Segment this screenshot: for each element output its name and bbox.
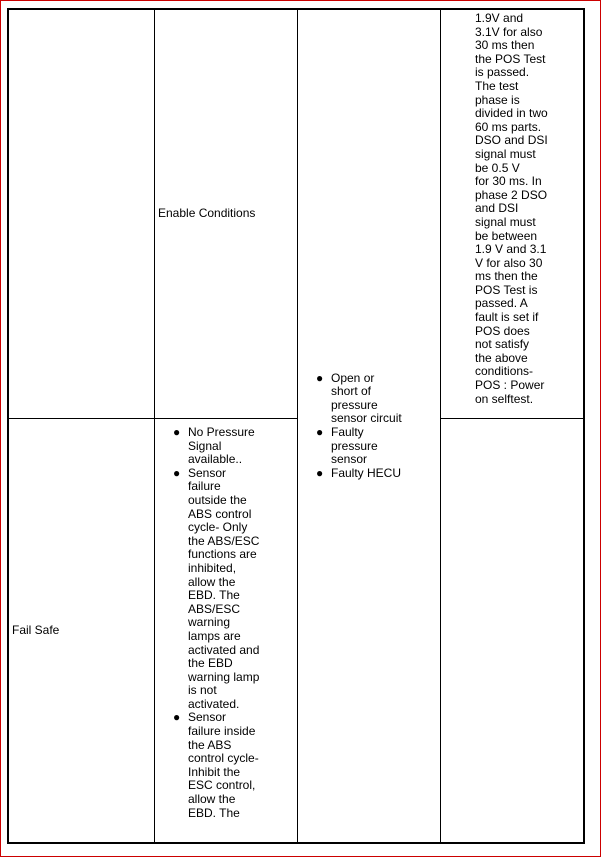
- list-item: ● Faulty pressure sensor: [316, 425, 378, 467]
- bullet-icon: ●: [316, 465, 324, 480]
- enable-conditions-cell: [155, 9, 298, 419]
- bullet-icon: ●: [173, 465, 181, 480]
- fail-safe-cell: [8, 419, 155, 844]
- bullet-icon: ●: [173, 425, 181, 439]
- bullet-icon: ●: [316, 370, 324, 385]
- fail-safe-label: Fail Safe: [12, 622, 60, 637]
- possible-causes-list: [298, 372, 440, 481]
- fail-safe-list: [155, 426, 297, 820]
- enable-conditions-detail-cell: [441, 9, 585, 419]
- enable-conditions-label: Enable Conditions: [158, 206, 256, 221]
- list-item: ● Faulty HECU: [316, 465, 402, 480]
- bullet-icon: ●: [173, 710, 181, 725]
- bullet-icon: ●: [316, 425, 324, 439]
- table-row-enable-conditions: [8, 9, 584, 419]
- list-item: ● Sensor failure inside the ABS control cycle- Inhibit the ESC control, allow the EBD. The: [173, 710, 259, 820]
- possible-causes-cell: [298, 9, 441, 843]
- fail-safe-detail-cell: [155, 419, 298, 844]
- list-item: ● Sensor failure outside the ABS control cycle- Only the ABS/ESC functions are inhibited, allow the EBD. The ABS/ESC warning lamps are activated and the EBD warning lamp is not activated.: [173, 465, 260, 711]
- row1-label-cell: [8, 9, 155, 419]
- table-row-fail-safe: [8, 419, 584, 844]
- diagnostic-table: [7, 8, 585, 844]
- list-item: ● Open or short of pressure sensor circuit: [316, 370, 402, 426]
- fail-safe-empty-cell: [441, 419, 585, 844]
- enable-conditions-detail: 1.9V and 3.1V for also 30 ms then the POS Test is passed. The test phase is divided in two 60 ms parts. DSO and DSI signal must be 0.5 V for 30 ms. In phase 2 DSO and DSI signal must be between 1.9 V and 3.1 V for also 30 ms then the POS Test is passed. A fault is set if POS does not satisfy the above conditions- POS : Power on selftest.: [475, 11, 548, 406]
- list-item: ● No Pressure Signal available..: [173, 425, 255, 467]
